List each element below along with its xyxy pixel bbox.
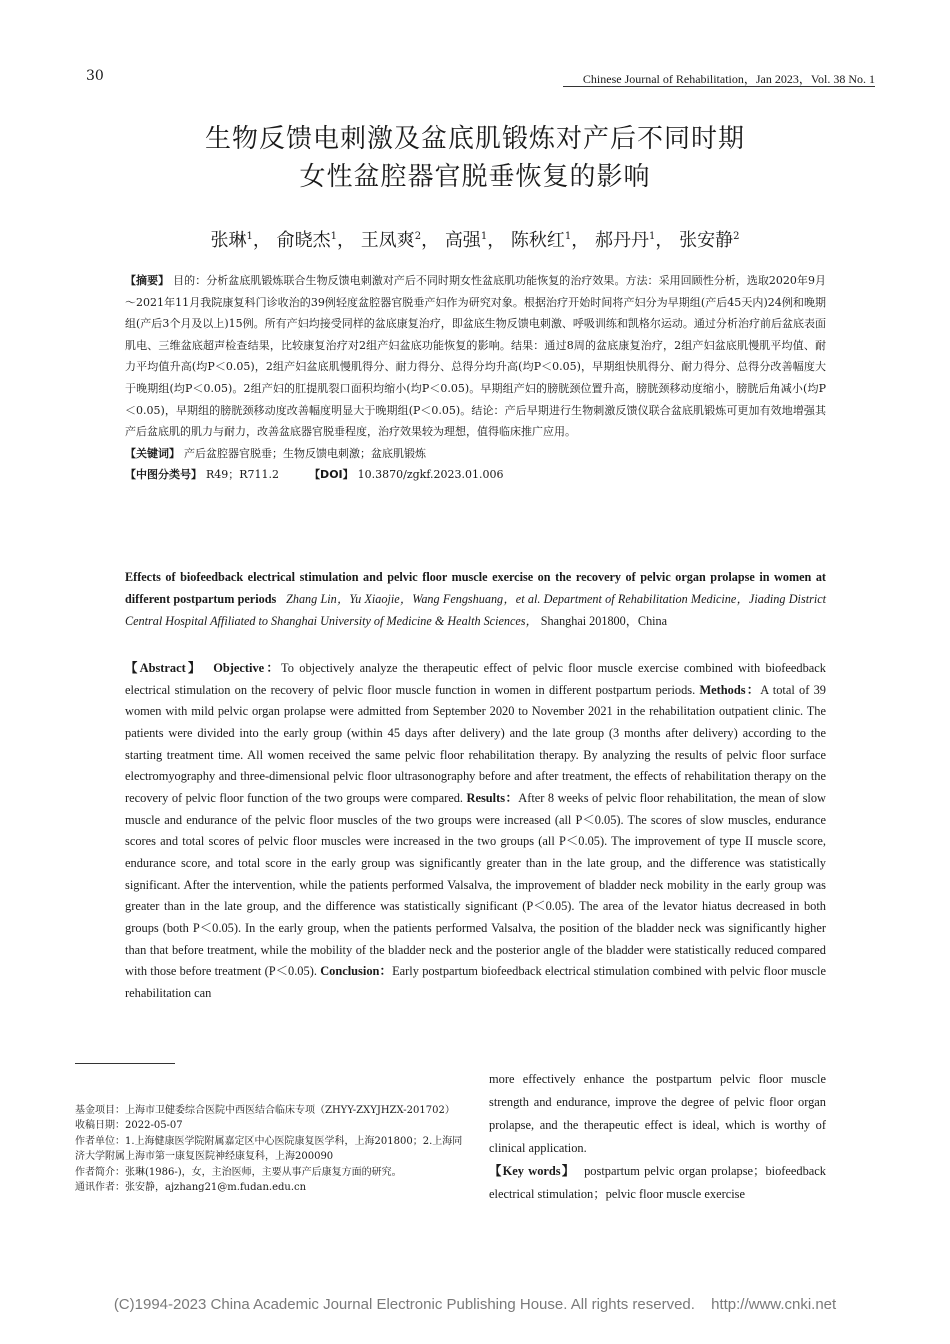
- chinese-abstract: [125, 270, 826, 486]
- author-separator: ，: [487, 230, 506, 251]
- english-authors: Zhang Lin，Yu Xiaojie，Wang Fengshuang，et al.: [286, 592, 541, 606]
- journal-header: Chinese Journal of Rehabilitation，Jan 2023，Vol. 38 No. 1: [582, 72, 875, 86]
- author-name: 王凤爽: [360, 230, 415, 251]
- copyright-text: (C)1994-2023 China Academic Journal Electronic Publishing House. All rights reserved.: [113, 1296, 695, 1313]
- abstract-cn-paragraph: [125, 270, 826, 443]
- objective-text: To objectively analyze the therapeutic effect of pelvic floor muscle exercise combined with biofeedback electrical stimulation on the recovery of pelvic floor muscle function in women in different postpartum periods.: [125, 661, 827, 697]
- title-line-2: 女性盆腔器官脱垂恢复的影响: [299, 162, 651, 192]
- conclusion-text-start: Early postpartum biofeedback electrical stimulation combined with pelvic floor muscle rehabilitation can: [125, 964, 826, 1000]
- english-title-block: [125, 566, 826, 632]
- keywords-cn: [125, 443, 826, 465]
- footnote-funding: 基金项目：上海市卫健委综合医院中西医结合临床专项（ZHYY-ZXYJHZX-201702）: [75, 1105, 455, 1116]
- author-affiliation-mark: 2: [414, 231, 422, 242]
- author-name: 高强: [444, 230, 481, 251]
- keywords-en-text: postpartum pelvic organ prolapse；biofeedback electrical stimulation；pelvic floor muscle exercise: [489, 1164, 826, 1201]
- conclusion-text-end: more effectively enhance the postpartum pelvic floor muscle strength and endurance, improve the degree of pelvic floor organ prolapse, and the therapeutic effect is ideal, which is worthy of clinical application.: [489, 1072, 826, 1155]
- abstract-cn-text: 目的：分析盆底肌锻炼联合生物反馈电刺激对产后不同时期女性盆底肌功能恢复的治疗效果。方法：采用回顾性分析，选取2020年9月～2021年11月我院康复科门诊收治的39例轻度盆腔器官脱垂产妇作为研究对象。根据治疗开始时间将产妇分为早期组(产后45天内)24例和晚期组(产后3个月及以上)15例。所有产妇均接受同样的盆底康复治疗，即盆底生物反馈电刺激、呼吸训练和凯格尔运动。通过分析治疗前后盆底表面肌电、三维盆底超声检查结果，比较康复治疗对2组产妇盆底功能恢复的影响。结果：通过8周的盆底康复治疗，2组产妇盆底肌慢肌平均值、耐力平均值升高(均P＜0.05)，2组产妇盆底肌慢肌得分、耐力得分、总得分均升高(均P＜0.05)，早期组快肌得分、耐力得分、总得分改善幅度大于晚期组(均P＜0.05)。2组产妇的肛提肌裂口面积均缩小(均P＜0.05)。早期组产妇的膀胱颈位置升高，膀胱颈移动度缩小，膀胱后角减小(均P＜0.05)，早期组的膀胱颈移动度改善幅度明显大于晚期组(P＜0.05)。结论：产后早期进行生物刺激反馈仪联合盆底肌锻炼可更加有效地增强其产后盆底肌的肌力与耐力，改善盆底器官脱垂程度，治疗效果较为理想，值得临床推广应用。: [125, 274, 826, 439]
- classification-line: [125, 464, 826, 486]
- author-affiliation-mark: 2: [733, 231, 740, 242]
- author-name: 张琳: [210, 230, 247, 251]
- author-list: [90, 226, 860, 252]
- footnote-rule: [75, 1063, 175, 1064]
- author-separator: ，: [655, 230, 674, 251]
- doi-label: 【DOI】: [309, 468, 354, 482]
- header-rule: [563, 86, 875, 87]
- keywords-en-label: 【Key words】: [489, 1164, 576, 1178]
- doi-value: 10.3870/zgkf.2023.01.006: [357, 468, 504, 482]
- footnote-corresponding: 通讯作者：张安静，ajzhang21@m.fudan.edu.cn: [75, 1182, 307, 1194]
- english-location: Shanghai 201800，China: [540, 614, 668, 628]
- author-affiliation-mark: 1: [246, 231, 253, 242]
- author-separator: ，: [421, 230, 440, 251]
- cls-label: 【中图分类号】: [125, 468, 202, 482]
- author-name: 郝丹丹: [595, 230, 650, 251]
- footnote-affiliation: 作者单位：1.上海健康医学院附属嘉定区中心医院康复医学科，上海201800；2.上海同济大学附属上海市第一康复医院神经康复科，上海200090: [75, 1135, 463, 1163]
- english-abstract-paragraph: [125, 658, 826, 1005]
- article-title: [90, 120, 860, 196]
- author-separator: ，: [571, 230, 590, 251]
- footnotes: [75, 1103, 465, 1195]
- objective-label: Objective：: [213, 661, 282, 675]
- author-name: 陈秋红: [510, 230, 565, 251]
- page-number: 30: [86, 68, 104, 84]
- right-column: [489, 1068, 826, 1206]
- keywords-cn-text: 产后盆腔器官脱垂；生物反馈电刺激；盆底肌锻炼: [184, 446, 426, 460]
- footnote-received: 收稿日期：2022-05-07: [75, 1120, 183, 1132]
- author-affiliation-mark: 1: [649, 231, 656, 242]
- results-text: After 8 weeks of pelvic floor rehabilitation, the mean of slow muscle and endurance of the pelvic floor muscles of the two groups were increased (all P＜0.05). The scores of slow muscles, endurance scores and total scores of pelvic floor muscles were increased in the two groups (all P＜0.05). The improvement of type II muscle score, endurance score, and total score in the early group was significantly greater than in the late group, and the difference was statistically significant. After the intervention, while the patients performed Valsalva, the improvement of bladder neck mobility in the early group was greater than in the late group, and the difference was statistically significant (P＜0.05). The area of the levator hiatus decreased in both groups (both P＜0.05). In the early group, when the patients performed Valsalva, the position of the bladder neck was significantly higher than that before treatment, while the mobility of the bladder neck and the posterior angle of the bladder were statistically reduced compared with those before treatment (P＜0.05).: [125, 790, 826, 979]
- english-affiliation: Department of Rehabilitation Medicine，Jiading District Central Hospital Affiliated to Shanghai University of Medicine & Health Sciences，: [125, 592, 827, 628]
- english-title: Effects of biofeedback electrical stimulation and pelvic floor muscle exercise on the recovery of pelvic organ prolapse in women at different postpartum periods: [125, 570, 826, 606]
- author-name: 张安静: [679, 230, 734, 251]
- footnote-author-bio: 作者简介：张琳(1986-)，女，主治医师，主要从事产后康复方面的研究。: [75, 1166, 402, 1178]
- abstract-en-label: 【Abstract】: [125, 661, 203, 675]
- results-label: Results：: [466, 790, 519, 805]
- conclusion-label: Conclusion：: [320, 964, 393, 979]
- keywords-en: [489, 1160, 826, 1206]
- author-name: 俞晓杰: [276, 230, 331, 251]
- keywords-cn-label: 【关键词】: [125, 446, 180, 460]
- author-affiliation-mark: 1: [480, 231, 488, 242]
- cnki-link[interactable]: http://www.cnki.net: [711, 1296, 837, 1313]
- author-separator: ，: [252, 230, 271, 251]
- abstract-cn-label: 【摘要】: [125, 274, 170, 287]
- author-affiliation-mark: 1: [564, 231, 572, 242]
- cls-value: R49；R711.2: [206, 468, 280, 482]
- author-affiliation-mark: 1: [330, 231, 337, 242]
- english-abstract: [125, 658, 826, 1005]
- author-separator: ，: [336, 230, 355, 251]
- copyright-watermark: [0, 1296, 950, 1313]
- methods-text: A total of 39 women with mild pelvic organ prolapse were admitted from September 2020 to November 2021 in the rehabilitation outpatient clinic. The patients were divided into the early group (within 45 days after delivery) and the late group (3 months after delivery) according to the starting treatment time. All women received the same pelvic floor rehabilitation therapy. By analyzing the results of pelvic floor surface electromyography and three-dimensional pelvic floor ultrasonography before and after treatment, the effects of rehabilitation therapy on the recovery of pelvic floor function of the two groups were compared.: [125, 682, 827, 805]
- methods-label: Methods：: [699, 682, 761, 697]
- title-line-1: 生物反馈电刺激及盆底肌锻炼对产后不同时期: [204, 124, 745, 154]
